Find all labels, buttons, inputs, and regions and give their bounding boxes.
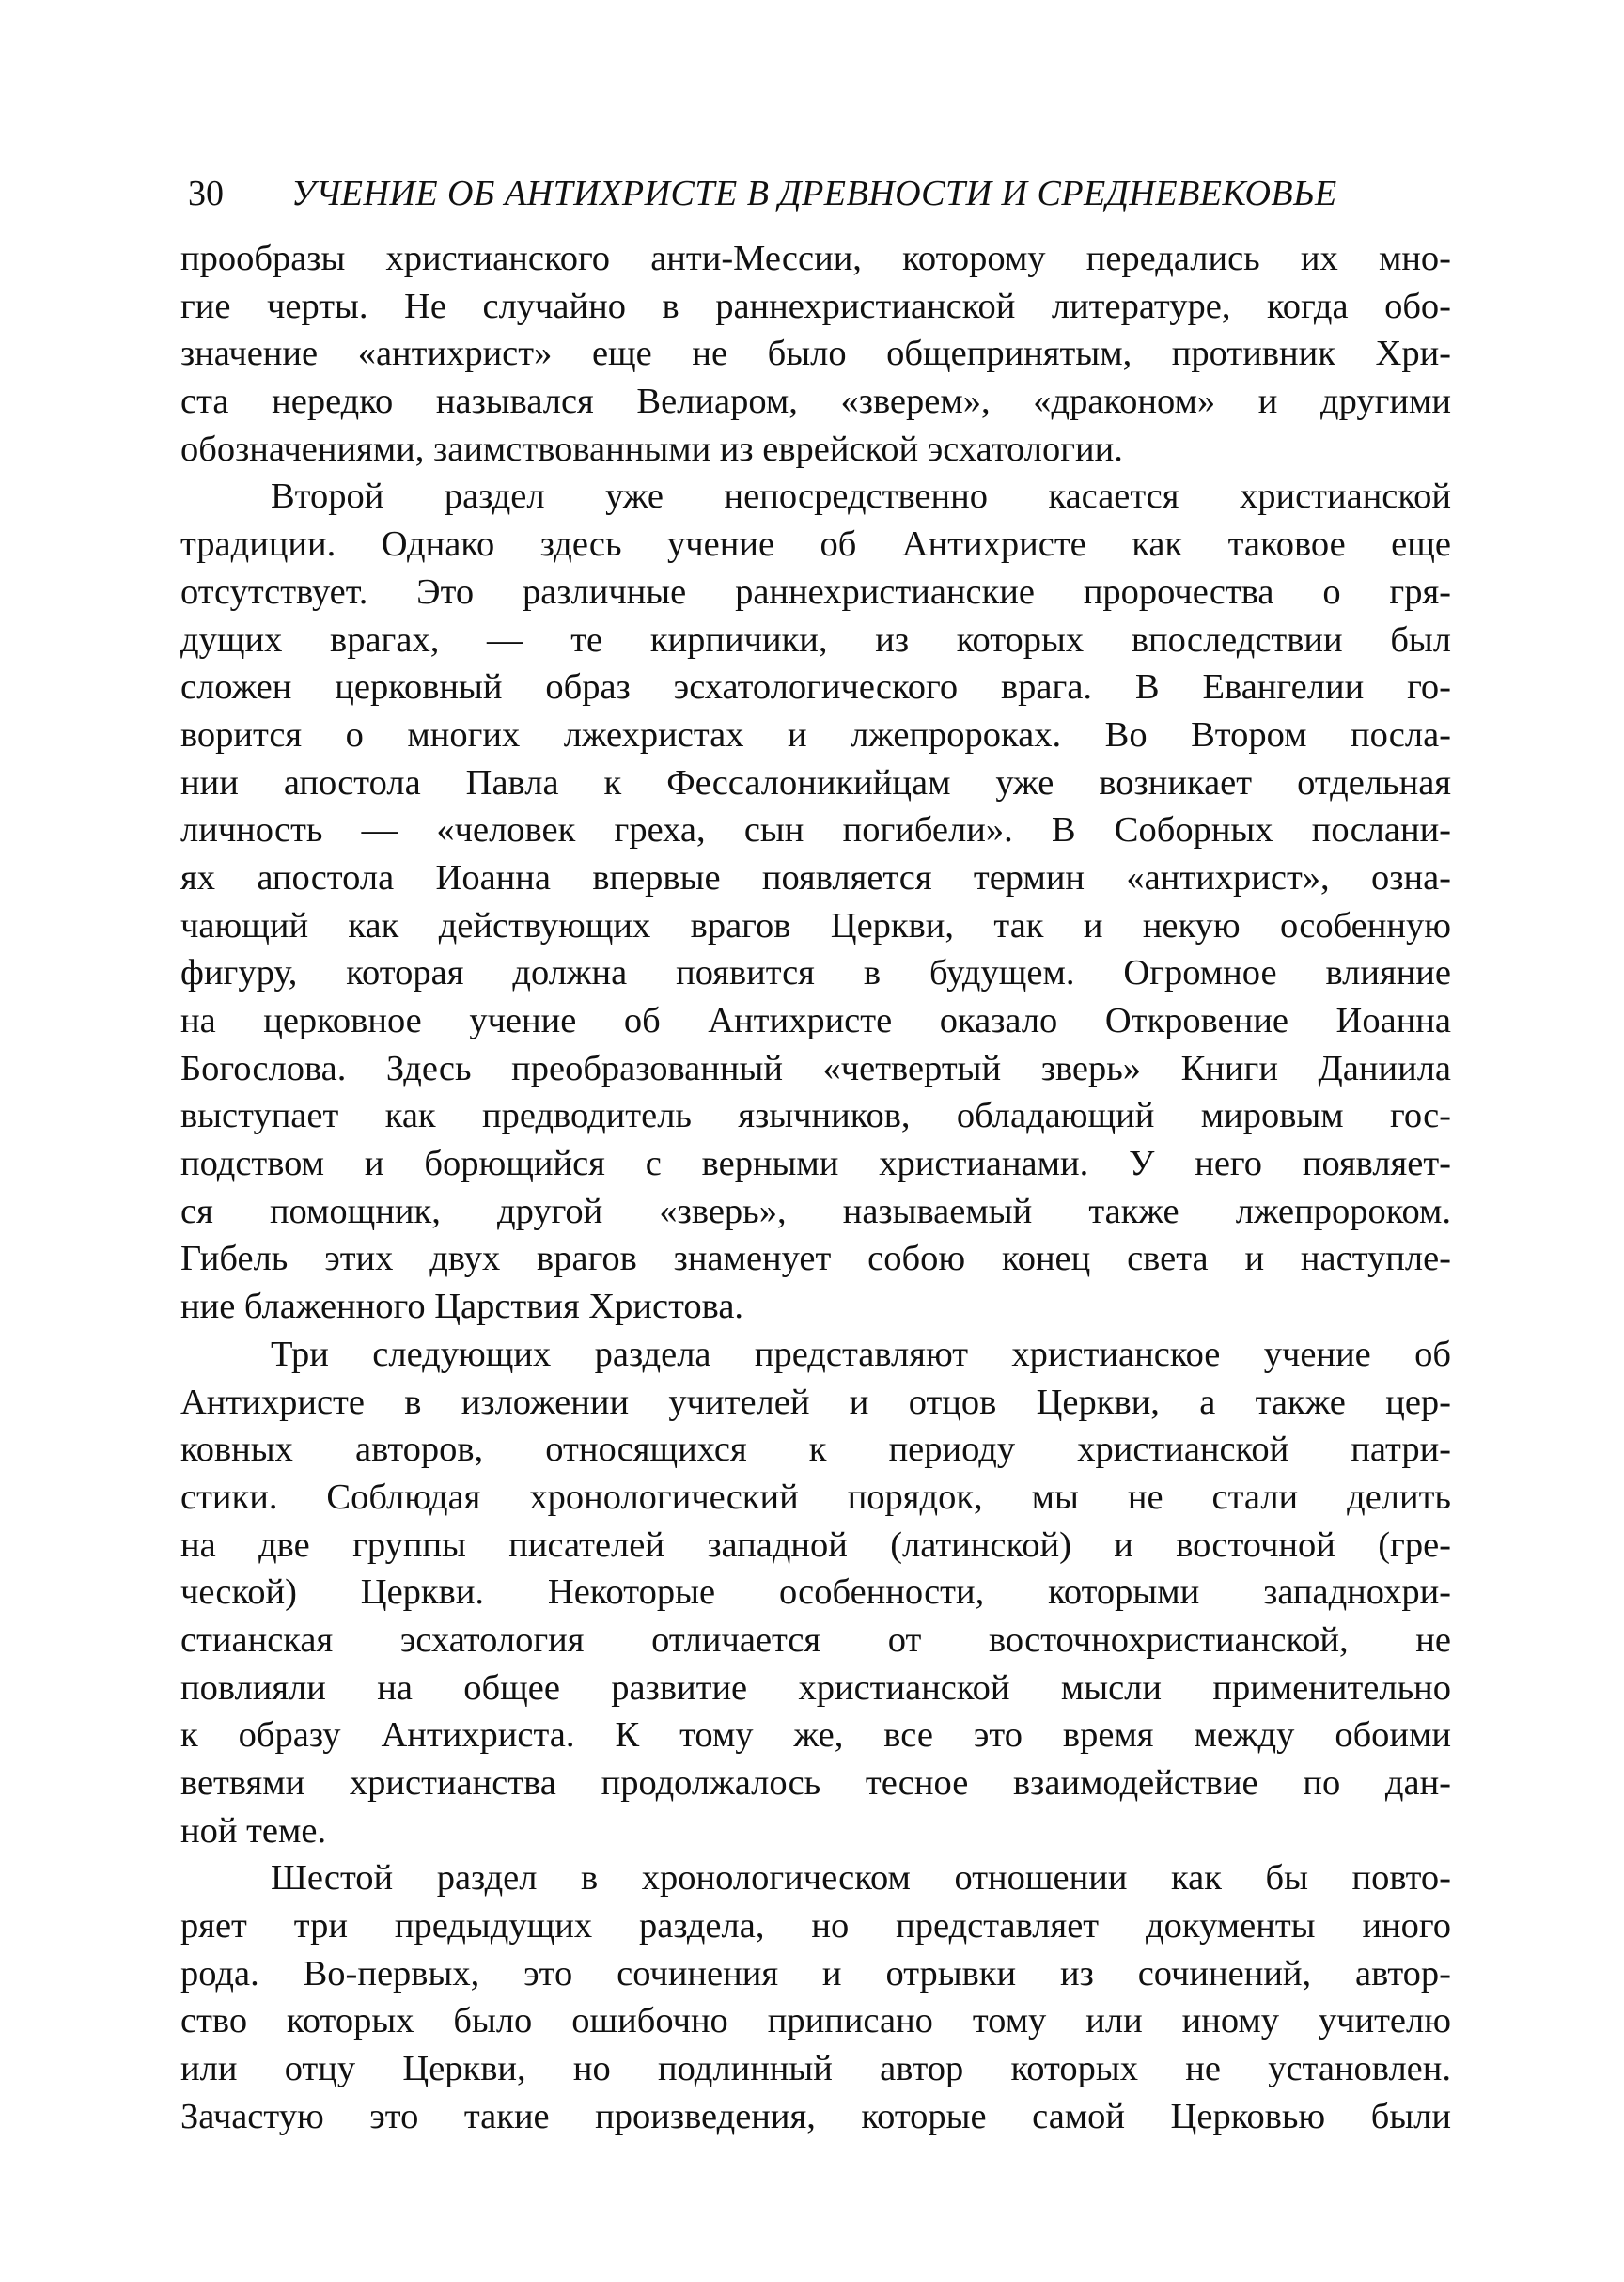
- text-line: гие черты. Не случайно в раннехристианской литературе, когда обо-: [180, 286, 1451, 326]
- text-line: на две группы писателей западной (латинской) и восточной (гре-: [180, 1524, 1451, 1565]
- paragraph: [180, 1331, 1451, 1855]
- text-line: нии апостола Павла к Фессалоникийцам уже возникает отдельная: [180, 762, 1451, 803]
- text-line: ста нередко назывался Велиаром, «зверем», «драконом» и другими: [180, 382, 1451, 422]
- text-line: дущих врагах, — те кирпичики, из которых впоследствии был: [180, 619, 1451, 660]
- text-line: стианская эсхатология отличается от восточнохристианской, не: [180, 1619, 1451, 1660]
- text-line: выступает как предводитель язычников, обладающий мировым гос-: [180, 1096, 1451, 1136]
- text-line: ной теме.: [180, 1810, 327, 1851]
- text-line: сложен церковный образ эсхатологического врага. В Евангелии го-: [180, 667, 1451, 708]
- text-line: к образу Антихриста. К тому же, все это время между обоими: [180, 1715, 1451, 1756]
- text-line: ях апостола Иоанна впервые появляется термин «антихрист», озна-: [180, 857, 1451, 898]
- text-line: обозначениями, заимствованными из еврейской эсхатологии.: [180, 429, 1123, 469]
- text-line: Зачастую это такие произведения, которые самой Церковью были: [180, 2096, 1451, 2136]
- body-text: [180, 235, 1451, 2141]
- text-line: Второй раздел уже непосредственно касается христианской: [271, 477, 1451, 517]
- page-number: 30: [188, 174, 224, 213]
- text-line: отсутствует. Это различные раннехристианские пророчества о гря-: [180, 571, 1451, 612]
- text-line: ние блаженного Царствия Христова.: [180, 1287, 744, 1327]
- text-line: ветвями христианства продолжалось тесное взаимодействие по дан-: [180, 1763, 1451, 1803]
- text-line: традиции. Однако здесь учение об Антихристе как таковое еще: [180, 524, 1451, 565]
- text-line: повлияли на общее развитие христианской мысли применительно: [180, 1667, 1451, 1708]
- text-line: прообразы христианского анти-Мессии, которому передались их мно-: [180, 239, 1451, 278]
- text-line: Три следующих раздела представляют христианское учение об: [271, 1334, 1451, 1374]
- paragraph: [180, 473, 1451, 1330]
- paragraph: [180, 1854, 1451, 2140]
- text-line: стики. Соблюдая хронологический порядок, мы не стали делить: [180, 1477, 1451, 1517]
- text-line: ковных авторов, относящихся к периоду христианской патри-: [180, 1430, 1451, 1470]
- text-line: Шестой раздел в хронологическом отношении как бы повто-: [271, 1858, 1451, 1899]
- text-line: ряет три предыдущих раздела, но представляет документы иного: [180, 1906, 1451, 1946]
- text-line: ворится о многих лжехристах и лжепророках. Во Втором посла-: [180, 714, 1451, 755]
- running-title: УЧЕНИЕ ОБ АНТИХРИСТЕ В ДРЕВНОСТИ И СРЕДНЕВЕКОВЬЕ: [291, 174, 1337, 213]
- text-line: фигуру, которая должна появится в будущем. Огромное влияние: [180, 953, 1451, 993]
- text-line: ство которых было ошибочно приписано тому или иному учителю: [180, 2001, 1451, 2041]
- text-line: чающий как действующих врагов Церкви, так и некую особенную: [180, 905, 1451, 946]
- text-line: Антихристе в изложении учителей и отцов Церкви, а также цер-: [180, 1382, 1451, 1422]
- text-line: ся помощник, другой «зверь», называемый также лжепророком.: [180, 1191, 1451, 1231]
- text-line: личность — «человек греха, сын погибели». В Соборных послани-: [180, 810, 1451, 851]
- text-line: Гибель этих двух врагов знаменует собою конец света и наступле-: [180, 1239, 1451, 1279]
- text-line: или отцу Церкви, но подлинный автор которых не установлен.: [180, 2049, 1451, 2089]
- text-line: подством и борющийся с верными христианами. У него появляет-: [180, 1144, 1451, 1184]
- text-line: на церковное учение об Антихристе оказало Откровение Иоанна: [180, 1001, 1451, 1040]
- text-line: рода. Во-первых, это сочинения и отрывки из сочинений, автор-: [180, 1953, 1451, 1993]
- running-head: [188, 165, 1447, 222]
- text-line: Богослова. Здесь преобразованный «четвертый зверь» Книги Даниила: [180, 1048, 1451, 1088]
- text-line: ческой) Церкви. Некоторые особенности, которыми западнохри-: [180, 1572, 1451, 1613]
- text-line: значение «антихрист» еще не было общепринятым, противник Хри-: [180, 334, 1451, 374]
- paragraph: [180, 235, 1451, 473]
